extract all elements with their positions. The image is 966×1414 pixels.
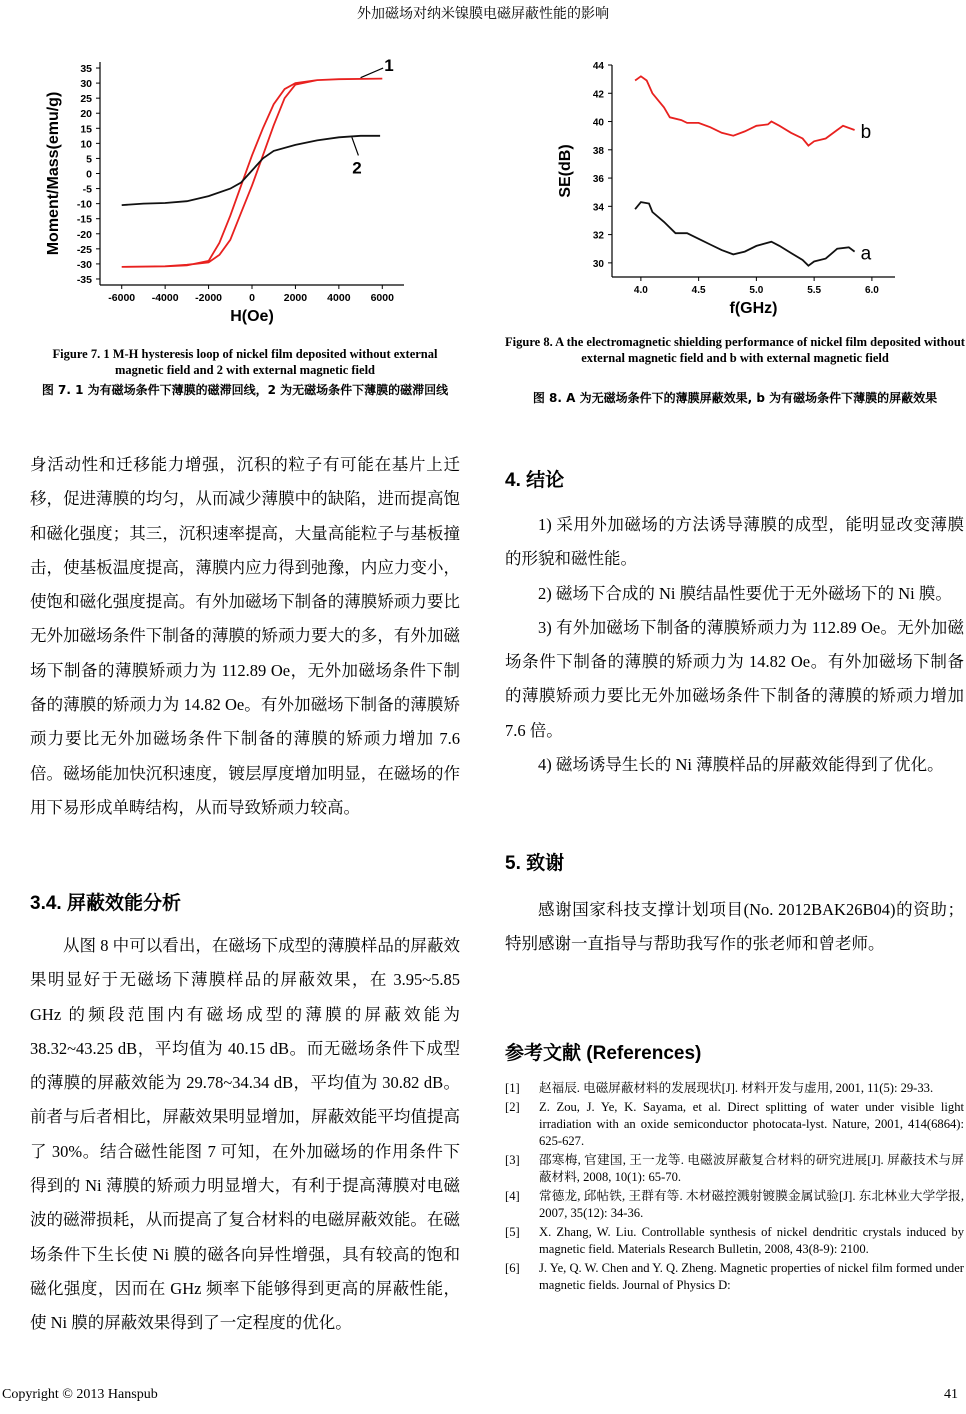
reference-item xyxy=(505,1099,964,1150)
reference-item xyxy=(505,1188,964,1222)
reference-item xyxy=(505,1152,964,1186)
x-tick-label: -2000 xyxy=(195,292,223,304)
x-tick-label: 6.0 xyxy=(864,285,879,296)
y-tick-label: -5 xyxy=(82,183,92,196)
x-tick-label: 6000 xyxy=(370,292,394,304)
conclusion-item: 2) 磁场下合成的 Ni 膜结晶性要优于无外磁场下的 Ni 膜。 xyxy=(538,583,952,603)
annotation-label-1: 1 xyxy=(384,56,394,76)
y-axis-label: SE(dB) xyxy=(557,144,574,198)
y-tick-label: 25 xyxy=(80,93,92,106)
references-heading: 参考文献 (References) xyxy=(505,1043,702,1064)
x-tick-label: 0 xyxy=(249,292,255,304)
annotation-arrow-1 xyxy=(361,68,384,78)
y-tick-label: -20 xyxy=(76,228,92,241)
section-heading-3-4: 3.4. 屏蔽效能分析 xyxy=(30,893,181,914)
shielding-chart xyxy=(530,40,930,330)
figure8-caption-zh: 图 8. A 为无磁场条件下的薄膜屏蔽效果, b 为有磁场条件下薄膜的屏蔽效果 xyxy=(532,391,938,405)
reference-item xyxy=(505,1224,964,1258)
references-list xyxy=(505,1080,964,1296)
conclusion-item: 3) 有外加磁场下制备的薄膜矫顽力为 112.89 Oe。无外加磁场条件下制备的薄膜的矫顽力为 14.82 Oe。有外加磁场下制备的薄膜矫顽力要比无外加磁场条件下制备的薄膜的矫顽力增加 7.6 倍。 xyxy=(505,617,964,740)
reference-number: [2] xyxy=(505,1100,520,1114)
reference-text: X. Zhang, W. Liu. Controllable synthesis of nickel dendritic crystals induced by magnetic field. Materials Research Bulletin, 2008, 43(8-9): 2100. xyxy=(539,1225,964,1256)
footer-page-number: 41 xyxy=(944,1387,958,1402)
conclusion-item: 1) 采用外加磁场的方法诱导薄膜的成型，能明显改变薄膜的形貌和磁性能。 xyxy=(505,515,964,569)
y-tick-label: 40 xyxy=(592,117,604,129)
acknowledgement-paragraph: 感谢国家科技支撑计划项目(No. 2012BAK26B04)的资助；特别感谢一直指导与帮助我写作的张老师和曾老师。 xyxy=(505,900,964,954)
y-tick-label: 0 xyxy=(86,168,92,181)
series-line-2 xyxy=(122,136,380,205)
y-tick-label: -10 xyxy=(76,198,92,211)
x-tick-label: -4000 xyxy=(151,292,179,304)
x-tick-label: 4.5 xyxy=(691,285,706,296)
x-tick-label: -6000 xyxy=(108,292,136,304)
y-tick-label: 10 xyxy=(80,138,92,151)
running-header: 外加磁场对纳米镍膜电磁屏蔽性能的影响 xyxy=(357,7,609,22)
series-label-a: a xyxy=(860,243,872,265)
section-heading-5: 5. 致谢 xyxy=(505,853,565,874)
hysteresis-chart xyxy=(0,40,480,330)
conclusion-item: 4) 磁场诱导生长的 Ni 薄膜样品的屏蔽效能得到了优化。 xyxy=(538,755,944,775)
x-tick-label: 4000 xyxy=(327,292,351,304)
x-tick-label: 2000 xyxy=(283,292,308,304)
y-tick-label: 30 xyxy=(592,258,604,270)
y-tick-label: -15 xyxy=(76,213,92,226)
y-tick-label: -25 xyxy=(76,243,92,256)
y-tick-label: 15 xyxy=(80,123,92,136)
annotation-arrow-2 xyxy=(352,137,359,155)
y-tick-label: 30 xyxy=(80,78,92,91)
x-axis-label: H(Oe) xyxy=(230,308,274,325)
y-tick-label: 20 xyxy=(80,108,92,121)
reference-number: [1] xyxy=(505,1081,520,1095)
x-tick-label: 5.0 xyxy=(749,285,764,296)
y-tick-label: 38 xyxy=(592,145,604,157)
reference-number: [6] xyxy=(505,1261,520,1275)
reference-text: 赵福辰. 电磁屏蔽材料的发展现状[J]. 材料开发与虚用, 2001, 11(5): 29-33. xyxy=(539,1081,934,1095)
x-axis-label: f(GHz) xyxy=(729,300,778,317)
conclusions-list xyxy=(505,508,964,782)
reference-number: [5] xyxy=(505,1225,520,1239)
reference-number: [4] xyxy=(505,1189,520,1203)
reference-item xyxy=(505,1080,964,1097)
footer-copyright: Copyright © 2013 Hanspub xyxy=(2,1387,158,1402)
y-tick-label: 42 xyxy=(592,89,604,101)
series-line-b xyxy=(635,76,855,145)
series-label-b: b xyxy=(860,122,872,144)
reference-text: J. Ye, Q. W. Chen and Y. Q. Zheng. Magnetic properties of nickel film formed under magnetic fields. Journal of Physics D: xyxy=(539,1261,964,1292)
y-tick-label: -30 xyxy=(76,258,92,271)
figure7-caption-zh: 图 7. 1 为有磁场条件下薄膜的磁滞回线，2 为无磁场条件下薄膜的磁滞回线 xyxy=(41,383,449,397)
reference-number: [3] xyxy=(505,1153,520,1167)
y-tick-label: 35 xyxy=(80,63,92,76)
reference-text: 常德龙, 邱帖铁, 王群有等. 木材磁控溅射镀膜金属试验[J]. 东北林业大学学报, 2007, 35(12): 34-36. xyxy=(539,1189,964,1220)
y-tick-label: 32 xyxy=(592,230,604,242)
y-tick-label: 34 xyxy=(592,202,604,214)
series-line-1 xyxy=(122,79,383,267)
reference-text: Z. Zou, J. Ye, K. Sayama, et al. Direct splitting of water under visible light irradiation with an oxide semiconductor photocata-lyst. Nature, 2001, 414(6864): 625-627. xyxy=(539,1100,964,1148)
body-paragraph-1: 身活动性和迁移能力增强，沉积的粒子有可能在基片上迁移，促进薄膜的均匀，从而减少薄膜中的缺陷，进而提高饱和磁化强度；其三，沉积速率提高，大量高能粒子与基板撞击，使基板温度提高，薄膜内应力得到弛豫，内应力变小，使饱和磁化强度提高。有外加磁场下制备的薄膜矫顽力要比无外加磁场条件下制备的薄膜的矫顽力要大的多，有外加磁场下制备的薄膜矫顽力为 112.89 Oe，无外加磁场条件下制备的薄膜的矫顽力为 14.82 Oe。有外加磁场下制备的薄膜矫顽力要比无外加磁场条件下制备的薄膜的矫顽力增加 7.6 倍。磁场能加快沉积速度，镀层厚度增加明显，在磁场的作用下易形成单畴结构，从而导致矫顽力较高。 xyxy=(30,455,460,817)
y-tick-label: 5 xyxy=(86,153,92,166)
annotation-label-2: 2 xyxy=(352,158,362,178)
y-axis-label: Moment/Mass(emu/g) xyxy=(45,91,62,256)
y-tick-label: 44 xyxy=(592,61,604,72)
y-tick-label: -35 xyxy=(76,273,92,286)
x-tick-label: 4.0 xyxy=(633,285,648,296)
figure7-caption-en: Figure 7. 1 M-H hysteresis loop of nickel film deposited without external magnetic field and 2 with external magnetic field xyxy=(52,347,438,377)
figure8-caption-en: Figure 8. A the electromagnetic shielding performance of nickel film deposited without external magnetic field and b with external magnetic field xyxy=(505,335,965,365)
reference-text: 邵寒梅, 官建国, 王一龙等. 电磁波屏蔽复合材料的研究进展[J]. 屏蔽技术与屏蔽材料, 2008, 10(1): 65-70. xyxy=(539,1153,964,1184)
series-line-a xyxy=(635,202,855,266)
y-tick-label: 36 xyxy=(592,174,604,186)
section-heading-4: 4. 结论 xyxy=(505,470,565,491)
x-tick-label: 5.5 xyxy=(807,285,822,296)
reference-item xyxy=(505,1260,964,1294)
body-paragraph-2: 从图 8 中可以看出，在磁场下成型的薄膜样品的屏蔽效果明显好于无磁场下薄膜样品的屏蔽效果，在 3.95~5.85 GHz 的频段范围内有磁场成型的薄膜的屏蔽效能为 38.32~43.25 dB，平均值为 40.15 dB。而无磁场条件下成型的薄膜的屏蔽效能为 29.78~34.34 dB，平均值为 30.82 dB。前者与后者相比，屏蔽效果明显增加，屏蔽效能平均值提高了 30%。结合磁性能图 7 可知，在外加磁场的作用条件下得到的 Ni 薄膜的矫顽力明显增大，有利于提高薄膜对电磁波的磁滞损耗，从而提高了复合材料的电磁屏蔽效能。在磁场条件下生长使 Ni 膜的磁各向异性增强，具有较高的饱和磁化强度，因而在 GHz 频率下能够得到更高的屏蔽性能，使 Ni 膜的屏蔽效果得到了一定程度的优化。 xyxy=(30,936,460,1333)
